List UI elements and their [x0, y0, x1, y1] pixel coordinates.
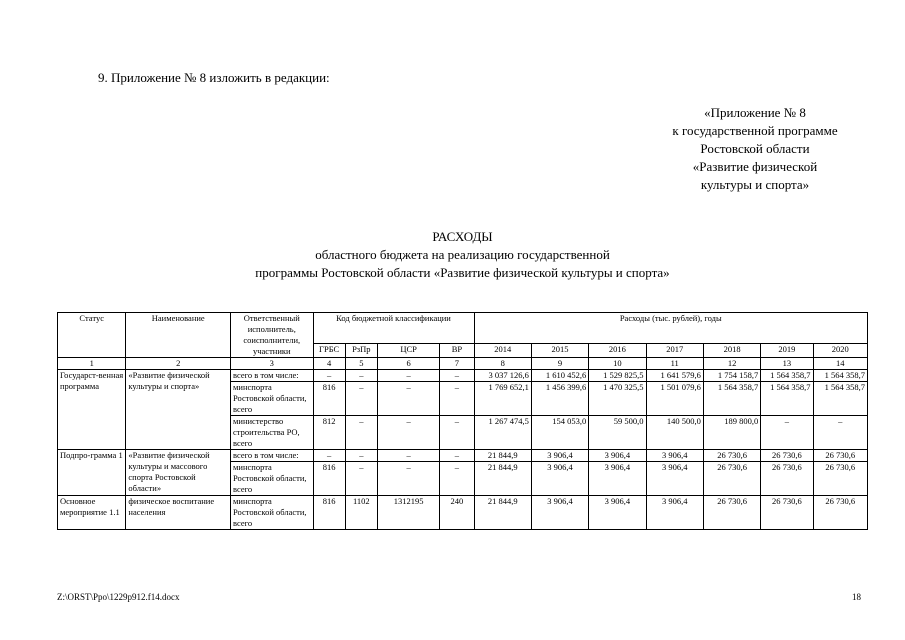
value-cell: 26 730,6: [813, 462, 867, 496]
header-grbs: ГРБС: [313, 343, 345, 357]
value-cell: 1 529 825,5: [589, 370, 646, 382]
value-cell: 26 730,6: [761, 450, 813, 462]
grbs-cell: –: [313, 450, 345, 462]
value-cell: 26 730,6: [703, 496, 760, 530]
rzpr-cell: –: [345, 462, 377, 496]
value-cell: 1 564 358,7: [813, 382, 867, 416]
value-cell: 3 037 126,6: [474, 370, 531, 382]
document-title: [190, 228, 735, 282]
value-cell: 3 906,4: [531, 462, 588, 496]
value-cell: 1 564 358,7: [813, 370, 867, 382]
value-cell: 26 730,6: [813, 496, 867, 530]
appendix-line: к государственной программе: [672, 123, 838, 138]
status-cell: Государст-венная программа: [58, 370, 126, 450]
value-cell: 1 769 652,1: [474, 382, 531, 416]
executor-cell: минспорта Ростовской области, всего: [231, 462, 314, 496]
column-number: 5: [345, 358, 377, 370]
value-cell: 3 906,4: [589, 450, 646, 462]
value-cell: 26 730,6: [761, 462, 813, 496]
header-executor: Ответственный исполнитель, соисполнители, участники: [231, 313, 314, 358]
column-number: 14: [813, 358, 867, 370]
table-row: [58, 450, 868, 462]
column-number: 2: [126, 358, 231, 370]
title-line: РАСХОДЫ: [432, 229, 493, 244]
csr-cell: –: [377, 416, 439, 450]
header-year: 2015: [531, 343, 588, 357]
executor-cell: минспорта Ростовской области, всего: [231, 496, 314, 530]
value-cell: 1 641 579,6: [646, 370, 703, 382]
value-cell: 3 906,4: [646, 496, 703, 530]
value-cell: 3 906,4: [589, 496, 646, 530]
executor-cell: минспорта Ростовской области, всего: [231, 382, 314, 416]
header-year: 2017: [646, 343, 703, 357]
expenses-table: [57, 312, 868, 530]
value-cell: 1 564 358,7: [761, 382, 813, 416]
column-number: 4: [313, 358, 345, 370]
vr-cell: 240: [440, 496, 474, 530]
value-cell: 140 500,0: [646, 416, 703, 450]
vr-cell: –: [440, 370, 474, 382]
column-number: 7: [440, 358, 474, 370]
column-number: 11: [646, 358, 703, 370]
header-rzpr: РзПр: [345, 343, 377, 357]
csr-cell: –: [377, 450, 439, 462]
header-status: Статус: [58, 313, 126, 358]
value-cell: 21 844,9: [474, 496, 531, 530]
executor-cell: всего в том числе:: [231, 450, 314, 462]
value-cell: 1 456 399,6: [531, 382, 588, 416]
column-number: 8: [474, 358, 531, 370]
grbs-cell: –: [313, 370, 345, 382]
name-cell: «Развитие физической культуры и массового спорта Ростовской области»: [126, 450, 231, 496]
value-cell: 21 844,9: [474, 462, 531, 496]
column-number: 3: [231, 358, 314, 370]
appendix-line: Ростовской области: [700, 141, 810, 156]
grbs-cell: 812: [313, 416, 345, 450]
column-number: 1: [58, 358, 126, 370]
header-year: 2019: [761, 343, 813, 357]
vr-cell: –: [440, 382, 474, 416]
header-year: 2020: [813, 343, 867, 357]
rzpr-cell: –: [345, 370, 377, 382]
title-line: областного бюджета на реализацию государственной: [315, 247, 610, 262]
name-cell: физическое воспитание населения: [126, 496, 231, 530]
csr-cell: –: [377, 462, 439, 496]
rzpr-cell: –: [345, 450, 377, 462]
value-cell: 1 564 358,7: [761, 370, 813, 382]
value-cell: –: [761, 416, 813, 450]
column-number: 13: [761, 358, 813, 370]
appendix-line: «Приложение № 8: [704, 105, 806, 120]
status-cell: Основное мероприятие 1.1: [58, 496, 126, 530]
grbs-cell: 816: [313, 496, 345, 530]
rzpr-cell: –: [345, 416, 377, 450]
header-year: 2016: [589, 343, 646, 357]
rzpr-cell: 1102: [345, 496, 377, 530]
header-vr: ВР: [440, 343, 474, 357]
header-expenses: Расходы (тыс. рублей), годы: [474, 313, 867, 344]
value-cell: –: [813, 416, 867, 450]
rzpr-cell: –: [345, 382, 377, 416]
value-cell: 1 501 079,6: [646, 382, 703, 416]
value-cell: 1 470 325,5: [589, 382, 646, 416]
value-cell: 21 844,9: [474, 450, 531, 462]
appendix-heading: [640, 104, 870, 194]
vr-cell: –: [440, 416, 474, 450]
value-cell: 3 906,4: [531, 496, 588, 530]
appendix-line: «Развитие физической: [692, 159, 818, 174]
table-row: [58, 496, 868, 530]
value-cell: 26 730,6: [703, 462, 760, 496]
value-cell: 26 730,6: [813, 450, 867, 462]
value-cell: 1 610 452,6: [531, 370, 588, 382]
appendix-line: культуры и спорта»: [700, 177, 810, 192]
value-cell: 1 754 158,7: [703, 370, 760, 382]
csr-cell: –: [377, 382, 439, 416]
executor-cell: министерство строительства РО, всего: [231, 416, 314, 450]
value-cell: 1 564 358,7: [703, 382, 760, 416]
vr-cell: –: [440, 462, 474, 496]
value-cell: 3 906,4: [646, 450, 703, 462]
value-cell: 1 267 474,5: [474, 416, 531, 450]
value-cell: 26 730,6: [761, 496, 813, 530]
name-cell: «Развитие физической культуры и спорта»: [126, 370, 231, 450]
header-csr: ЦСР: [377, 343, 439, 357]
footer-page-number: 18: [852, 592, 861, 602]
csr-cell: –: [377, 370, 439, 382]
column-number: 6: [377, 358, 439, 370]
header-year: 2018: [703, 343, 760, 357]
value-cell: 3 906,4: [531, 450, 588, 462]
grbs-cell: 816: [313, 462, 345, 496]
status-cell: Подпро-грамма 1: [58, 450, 126, 496]
column-number: 10: [589, 358, 646, 370]
vr-cell: –: [440, 450, 474, 462]
column-number: 12: [703, 358, 760, 370]
executor-cell: всего в том числе:: [231, 370, 314, 382]
value-cell: 26 730,6: [703, 450, 760, 462]
title-line: программы Ростовской области «Развитие физической культуры и спорта»: [255, 265, 670, 280]
column-number: 9: [531, 358, 588, 370]
value-cell: 59 500,0: [589, 416, 646, 450]
value-cell: 189 800,0: [703, 416, 760, 450]
grbs-cell: 816: [313, 382, 345, 416]
footer-file-path: Z:\ORST\Ppo\1229p912.f14.docx: [57, 592, 180, 602]
header-name: Наименование: [126, 313, 231, 358]
value-cell: 3 906,4: [646, 462, 703, 496]
intro-paragraph: 9. Приложение № 8 изложить в редакции:: [98, 70, 330, 85]
value-cell: 154 053,0: [531, 416, 588, 450]
table-row: [58, 370, 868, 382]
value-cell: 3 906,4: [589, 462, 646, 496]
header-year: 2014: [474, 343, 531, 357]
csr-cell: 1312195: [377, 496, 439, 530]
header-budget-code: Код бюджетной классификации: [313, 313, 474, 344]
